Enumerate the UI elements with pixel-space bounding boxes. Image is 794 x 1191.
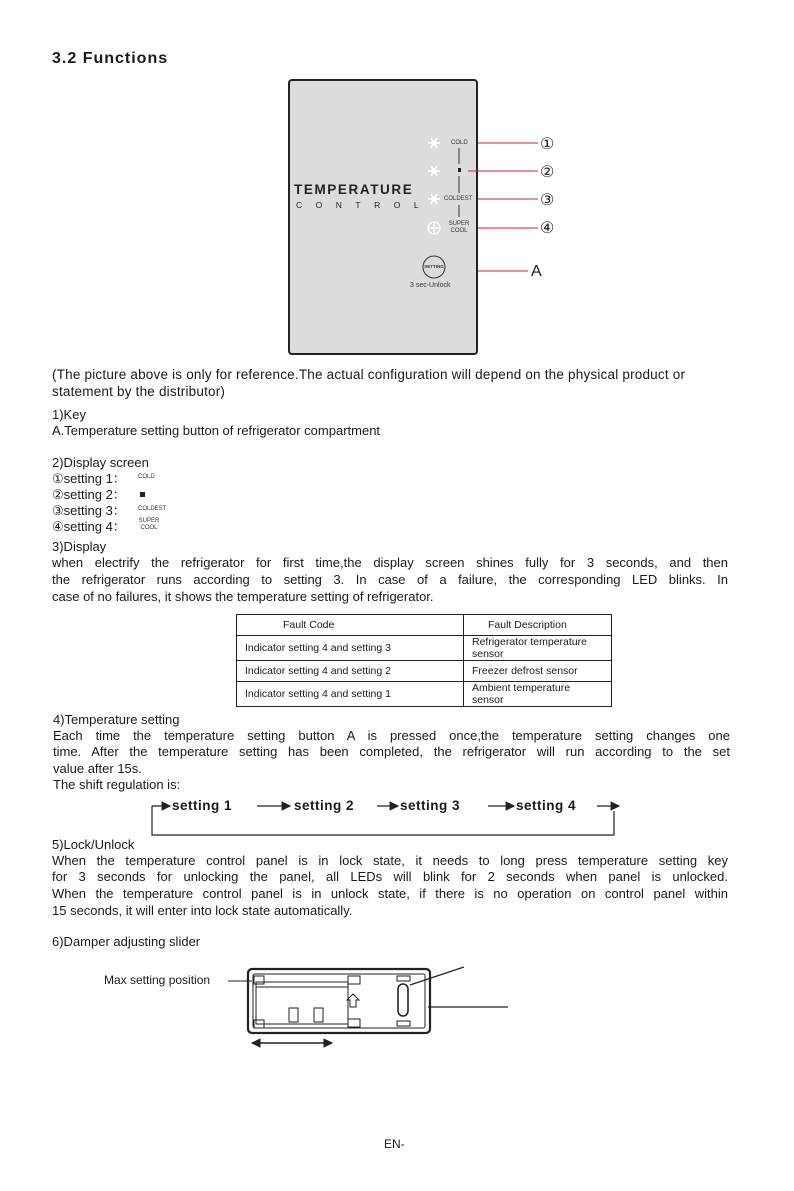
shift-step-2: setting 2 [294,798,355,813]
key-item: A.Temperature setting button of refrigerator compartment [52,423,381,438]
label-super-cool: SUPER COOL [448,221,470,234]
display-line-2: the refrigerator runs according to setting 3. In case of a failure, the corresponding LED blinks. In [52,572,728,587]
panel-subtitle: CONTROL [296,200,433,210]
fault-code-header: Fault Code [237,615,464,636]
table-row [237,682,612,707]
temperature-setting-line-2: time. After the temperature setting has been completed, the refrigerator will run according to the set [53,744,730,759]
display-screen-heading: 2)Display screen [52,455,149,470]
lock-line-3: When the temperature control panel is in unlock state, if there is no operation on control panel within [52,886,728,901]
display-line-1: when electrify the refrigerator for first time,the display screen shines fully for 3 seconds, and then [52,555,728,570]
temperature-setting-heading: 4)Temperature setting [53,712,180,727]
fault-description-header: Fault Description [464,615,612,636]
fault-code-cell: Indicator setting 4 and setting 2 [237,661,464,682]
damper-slider-diagram [0,960,794,1060]
snowflake-icon-2 [428,166,440,176]
section-title: 3.2 Functions [52,50,169,67]
setting-button-label: SETTING [424,264,444,269]
fault-description-cell: Ambient temperature sensor [464,682,612,707]
level-dot [458,168,461,172]
lock-line-1: When the temperature control panel is in lock state, it needs to long press temperature setting key [52,853,728,868]
callout-3: ③ [540,192,555,209]
key-heading: 1)Key [52,407,86,422]
setting-1-icon: COLD [138,474,155,480]
callout-1: ① [540,136,555,153]
arrow-left-icon [252,1039,260,1047]
unlock-label: 3 sec-Unlock [410,282,451,289]
super-cool-icon [428,222,440,234]
label-cold: COLD [451,140,468,146]
shift-intro: The shift regulation is: [53,777,181,792]
display-line-3: case of no failures, it shows the temperature setting of refrigerator. [52,589,434,604]
setting-3-icon: COLDEST [138,506,167,512]
temperature-setting-line-3: value after 15s. [53,761,142,776]
label-coldest: COLDEST [444,196,473,202]
temperature-setting-line-1: Each time the temperature setting button A is pressed once,the temperature setting changes one [53,728,730,743]
arrow-up-icon [347,994,359,1007]
page-footer: EN- [384,1137,405,1151]
reference-note: (The picture above is only for reference.The actual configuration will depend on the physical product or statement by the distributor) [52,367,686,399]
setting-2-dot-icon [140,492,145,497]
max-setting-label: Max setting position [104,973,211,987]
snowflake-icon-1 [428,138,440,148]
lock-heading: 5)Lock/Unlock [52,837,135,852]
display-heading: 3)Display [52,539,107,554]
shift-step-4: setting 4 [516,798,577,813]
table-row [237,661,612,682]
arrow-right-icon [324,1039,332,1047]
setting-3-label: ③setting 3： [52,503,126,518]
fault-code-cell: Indicator setting 4 and setting 3 [237,636,464,661]
fault-description-cell: Freezer defrost sensor [464,661,612,682]
setting-2-label: ②setting 2： [52,487,126,502]
shift-step-1: setting 1 [172,798,233,813]
setting-4-icon: SUPER COOL [138,518,160,531]
table-row [237,636,612,661]
setting-4-label: ④setting 4： [52,519,126,534]
panel-title: TEMPERATURE [294,182,414,197]
fault-table [236,614,612,707]
lock-line-4: 15 seconds, it will enter into lock state automatically. [52,903,353,918]
fault-description-cell: Refrigerator temperature sensor [464,636,612,661]
panel-graphics [0,0,794,360]
shift-step-3: setting 3 [400,798,461,813]
fault-code-cell: Indicator setting 4 and setting 1 [237,682,464,707]
table-header-row [237,615,612,636]
callout-4: ④ [540,220,555,237]
setting-1-label: ①setting 1： [52,471,126,486]
lock-line-2: for 3 seconds for unlocking the panel, all LEDs will blink for 2 seconds when panel is unlocked. [52,869,728,884]
callout-a: A [531,263,542,280]
damper-heading: 6)Damper adjusting slider [52,934,201,949]
shift-diagram [0,790,794,840]
callout-2: ② [540,164,555,181]
